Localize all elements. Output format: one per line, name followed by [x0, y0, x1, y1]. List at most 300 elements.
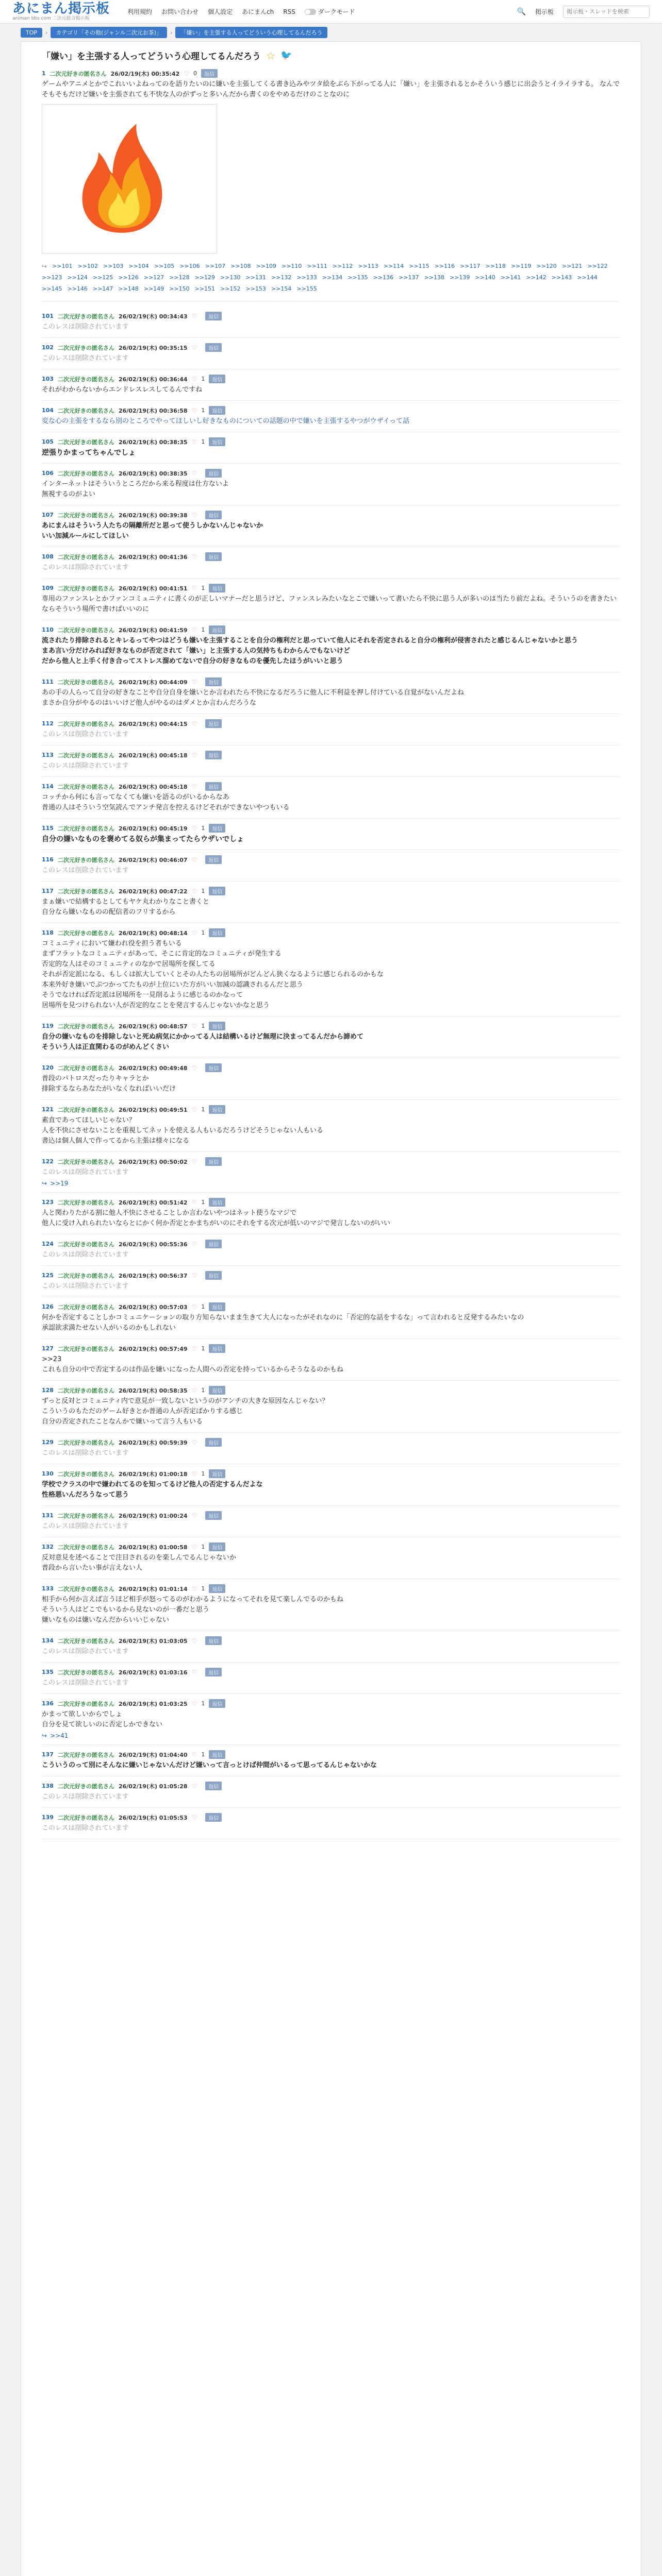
anchor-list [42, 262, 619, 301]
like-count: 1 [201, 1303, 205, 1310]
post-date: 26/02/19(木) 00:41:51 [118, 585, 188, 592]
heart-icon[interactable]: ♡ [191, 406, 197, 414]
reply-post [42, 819, 620, 850]
anchor-link[interactable]: >>122 [587, 263, 608, 269]
poster-name: 二次元好きの匿名さん [57, 1751, 114, 1758]
like-count: 1 [201, 1023, 205, 1029]
reply-button[interactable]: 返信 [205, 1813, 222, 1822]
anchor-link[interactable]: >>109 [256, 263, 276, 269]
anchor-link[interactable]: >>153 [245, 285, 266, 292]
post-number[interactable]: 103 [42, 376, 54, 382]
anchor-link[interactable]: >>105 [154, 263, 175, 269]
post-number[interactable]: 134 [42, 1637, 54, 1644]
reply-arrow-icon: ↪ [42, 1732, 47, 1739]
anchor-link[interactable]: >>113 [358, 263, 378, 269]
quote-text[interactable]: >>41 [50, 1732, 69, 1739]
post-meta [42, 552, 620, 561]
search-icon[interactable]: 🔍 [517, 7, 526, 16]
reply-post [42, 464, 620, 505]
anchor-link[interactable]: >>128 [169, 274, 190, 281]
post-number[interactable]: 123 [42, 1199, 54, 1206]
reply-button[interactable]: 返信 [205, 1438, 222, 1447]
reply-button[interactable]: 返信 [205, 312, 222, 320]
poster-name: 二次元好きの匿名さん [57, 1064, 114, 1072]
post-number[interactable]: 115 [42, 825, 54, 832]
post-number[interactable]: 122 [42, 1158, 54, 1165]
post-number[interactable]: 109 [42, 585, 54, 591]
reply-button[interactable]: 返信 [205, 1240, 222, 1248]
twitter-icon[interactable]: 🐦 [280, 50, 292, 61]
reply-post [42, 923, 620, 1016]
reply-body: 普段のパトロスだったりキャラとか 排除するならあなたがいなくなればいいだけ [42, 1075, 176, 1093]
anchor-link[interactable]: >>142 [526, 274, 547, 281]
reply-body: 逆張りかまってちゃんでしょ [42, 449, 136, 457]
heart-icon[interactable]: ♡ [191, 1543, 197, 1551]
reply-button[interactable]: 返信 [209, 375, 225, 383]
reply-button[interactable]: 返信 [205, 511, 222, 519]
heart-icon[interactable]: ♡ [191, 1700, 197, 1707]
reply-button[interactable]: 返信 [205, 719, 222, 728]
post-number[interactable]: 108 [42, 553, 54, 560]
heart-icon[interactable]: ♡ [191, 438, 197, 446]
anchor-link[interactable]: >>133 [296, 274, 317, 281]
logo-text[interactable]: あにまん掲示板 [12, 1, 110, 16]
site-logo[interactable] [12, 2, 110, 21]
breadcrumb-category[interactable]: カテゴリ「その他(ジャンル二次元お茶)」 [51, 27, 167, 38]
toggle-switch-icon[interactable] [305, 9, 316, 15]
reply-post [42, 1234, 620, 1266]
heart-icon[interactable]: ♡ [191, 783, 197, 790]
heart-icon[interactable]: ♡ [191, 584, 197, 592]
reply-button[interactable]: 返信 [209, 1302, 225, 1311]
post-number[interactable]: 131 [42, 1512, 54, 1519]
anchor-link[interactable]: >>114 [383, 263, 404, 269]
anchor-link[interactable]: >>149 [143, 285, 164, 292]
reply-button[interactable]: 返信 [205, 1271, 222, 1280]
post-number[interactable]: 101 [42, 313, 54, 319]
post-meta [42, 1386, 620, 1395]
anchor-link[interactable]: >>143 [551, 274, 572, 281]
post-meta [42, 1198, 620, 1207]
search-scope-select[interactable]: 掲示板 [535, 8, 554, 15]
heart-icon[interactable]: ♡ [191, 751, 197, 759]
like-count: 1 [201, 1345, 205, 1352]
post-meta [42, 751, 620, 759]
reply-body: 相手から何か言えば言うほど相手が怒ってるのがわかるようになってそれを見て楽しんでるのかもね そういう人はどこでもいるから見ないのが一番だと思う 嫌いなものは嫌いなんだからいいじゃない [42, 1596, 344, 1624]
post-number[interactable]: 119 [42, 1023, 54, 1029]
poster-name: 二次元好きの匿名さん [57, 344, 114, 351]
anchor-link[interactable]: >>145 [42, 285, 62, 292]
post-number[interactable]: 135 [42, 1669, 54, 1675]
anchor-link[interactable]: >>152 [220, 285, 241, 292]
heart-icon[interactable]: ♡ [191, 1022, 197, 1030]
quote-link[interactable] [42, 1732, 620, 1739]
post-date: 26/02/19(木) 01:03:05 [118, 1637, 188, 1645]
anchor-link[interactable]: >>108 [230, 263, 251, 269]
anchor-link[interactable]: >>146 [67, 285, 88, 292]
reply-button[interactable]: 返信 [201, 69, 218, 78]
anchor-link[interactable]: >>131 [245, 274, 266, 281]
reply-button[interactable]: 返信 [205, 469, 222, 478]
post-number[interactable]: 110 [42, 626, 54, 633]
reply-button[interactable]: 返信 [205, 1511, 222, 1520]
reply-button[interactable]: 返信 [209, 1543, 225, 1551]
post-meta [42, 437, 620, 446]
anchor-link[interactable]: >>135 [347, 274, 368, 281]
heart-icon[interactable]: ♡ [191, 1158, 197, 1165]
post-number[interactable]: 121 [42, 1106, 54, 1113]
anchor-link[interactable]: >>126 [118, 274, 139, 281]
anchor-link[interactable]: >>125 [92, 274, 113, 281]
heart-icon[interactable]: ♡ [184, 70, 189, 77]
heart-icon[interactable]: ♡ [191, 375, 197, 383]
anchor-link[interactable]: >>119 [510, 263, 532, 269]
reply-button[interactable]: 返信 [205, 782, 222, 791]
reply-post [42, 672, 620, 714]
post-number[interactable]: 105 [42, 438, 54, 445]
post-date: 26/02/19(木) 00:45:18 [118, 752, 188, 759]
reply-body: >>23 これも自分の中で否定するのは作品を嫌いになった人間への否定を持っているからそうなるのかもね [42, 1355, 344, 1374]
quote-text[interactable]: >>19 [50, 1180, 69, 1187]
poster-name: 二次元好きの匿名さん [57, 825, 114, 832]
post-number[interactable]: 102 [42, 344, 54, 351]
heart-icon[interactable]: ♡ [191, 1106, 197, 1113]
heart-icon[interactable]: ♡ [191, 469, 197, 477]
nav-terms[interactable]: 利用規約 [127, 8, 153, 15]
post-number[interactable]: 116 [42, 856, 54, 863]
reply-body: 変な心の主張をするなら別のところでやってほしいし好きなものについての話題の中で嫌いを主張するやつがウザイって話 [42, 417, 410, 425]
reply-body: 自分の嫌いなものを排除しないと死ぬ病気にかかってる人は結構いるけど無理に決まってるんだから諦めて そういう人は正直関わるのがめんどくさい [42, 1033, 364, 1051]
heart-icon[interactable]: ♡ [191, 553, 197, 561]
reply-list [42, 307, 620, 1839]
reply-post [42, 1193, 620, 1234]
site-header [0, 0, 662, 24]
post-meta [42, 584, 620, 592]
post-number[interactable]: 111 [42, 679, 54, 685]
anchor-link[interactable]: >>155 [296, 285, 317, 292]
heart-icon[interactable]: ♡ [191, 1303, 197, 1311]
heart-icon[interactable]: ♡ [191, 1064, 197, 1072]
anchor-link[interactable]: >>134 [322, 274, 343, 281]
reply-button[interactable]: 返信 [209, 1105, 225, 1114]
deleted-notice: このレスは削除されています [42, 1648, 129, 1655]
reply-button[interactable]: 返信 [209, 1344, 225, 1353]
anchor-link[interactable]: >>121 [561, 263, 583, 269]
like-count: 1 [201, 1585, 205, 1592]
reply-button[interactable]: 返信 [205, 1063, 222, 1072]
poster-name: 二次元好きの匿名さん [57, 1814, 114, 1821]
anchor-link[interactable]: >>117 [460, 263, 481, 269]
heart-icon[interactable]: ♡ [191, 1240, 197, 1248]
like-count: 1 [201, 376, 205, 382]
anchor-link[interactable]: >>154 [271, 285, 292, 292]
anchor-link[interactable]: >>107 [205, 263, 226, 269]
reply-button[interactable]: 返信 [205, 1636, 222, 1645]
heart-icon[interactable]: ♡ [191, 720, 197, 727]
reply-button[interactable]: 返信 [205, 1668, 222, 1676]
post-meta [42, 406, 620, 415]
deleted-notice: このレスは削除されています [42, 762, 129, 770]
reply-button[interactable]: 返信 [209, 928, 225, 937]
anchor-link[interactable]: >>148 [118, 285, 139, 292]
page-title [42, 49, 620, 62]
post-date: 26/02/19(木) 00:39:38 [118, 512, 188, 519]
post-number[interactable]: 112 [42, 720, 54, 727]
post-number[interactable]: 106 [42, 470, 54, 477]
search-input[interactable] [563, 6, 650, 18]
anchor-link[interactable]: >>144 [577, 274, 598, 281]
post-meta [42, 625, 620, 634]
reply-body: 反対意見を述べることで注目されるのを楽しんでるんじゃないか 普段から言いたい事が言えない人 [42, 1554, 237, 1572]
reply-button[interactable]: 返信 [205, 677, 222, 686]
post-number[interactable]: 120 [42, 1064, 54, 1071]
like-count: 1 [201, 1544, 205, 1550]
post-number[interactable]: 139 [42, 1814, 54, 1821]
heart-icon[interactable]: ♡ [191, 824, 197, 832]
reply-button[interactable]: 返信 [205, 751, 222, 759]
nav-animanch[interactable]: あにまんch [242, 8, 274, 15]
anchor-link[interactable]: >>130 [220, 274, 241, 281]
post-meta [42, 1511, 620, 1520]
poster-name: 二次元好きの匿名さん [57, 783, 114, 790]
post-date: 26/02/19(木) 01:03:25 [118, 1700, 188, 1707]
like-count: 1 [201, 888, 205, 894]
heart-icon[interactable]: ♡ [191, 1272, 197, 1279]
reply-button[interactable]: 返信 [209, 1198, 225, 1207]
anchor-link[interactable]: >>139 [450, 274, 470, 281]
quote-link[interactable] [42, 1180, 620, 1187]
anchor-link[interactable]: >>151 [194, 285, 216, 292]
post-meta [42, 1668, 620, 1676]
dark-mode-toggle[interactable] [305, 7, 355, 16]
nav-contact[interactable]: お問い合わせ [161, 8, 199, 15]
anchor-link[interactable]: >>137 [399, 274, 419, 281]
post-number[interactable]: 132 [42, 1544, 54, 1550]
reply-button[interactable]: 返信 [205, 552, 222, 561]
anchor-link[interactable]: >>116 [434, 263, 455, 269]
reply-button[interactable]: 返信 [209, 406, 225, 415]
heart-icon[interactable]: ♡ [191, 626, 197, 634]
thread-title-text: 「嫌い」を主張する人ってどういう心理してるんだろう [42, 52, 261, 62]
anchor-link[interactable]: >>124 [67, 274, 88, 281]
post-number[interactable]: 104 [42, 407, 54, 414]
reply-button[interactable]: 返信 [209, 1584, 225, 1593]
post-number[interactable]: 138 [42, 1783, 54, 1789]
poster-name: 二次元好きの匿名さん [57, 585, 114, 592]
reply-post [42, 745, 620, 777]
anchor-link[interactable]: >>101 [52, 263, 73, 269]
anchor-link[interactable]: >>140 [475, 274, 495, 281]
reply-button[interactable]: 返信 [205, 1157, 222, 1166]
reply-post [42, 1381, 620, 1433]
reply-post [42, 1058, 620, 1100]
heart-icon[interactable]: ♡ [191, 1751, 197, 1758]
post-date: 26/02/19(木) 00:58:35 [118, 1387, 188, 1394]
nav-settings[interactable]: 個人設定 [208, 8, 233, 15]
heart-icon[interactable]: ♡ [191, 929, 197, 937]
post-meta [42, 1022, 620, 1030]
post-meta [42, 677, 620, 686]
reply-button[interactable]: 返信 [205, 1782, 222, 1790]
anchor-link[interactable]: >>120 [536, 263, 557, 269]
poster-name: 二次元好きの匿名さん [57, 1106, 114, 1113]
anchor-link[interactable]: >>129 [194, 274, 216, 281]
anchor-link[interactable]: >>102 [77, 263, 98, 269]
flame-icon [63, 119, 181, 238]
post-meta [42, 887, 620, 895]
heart-icon[interactable]: ♡ [191, 1198, 197, 1206]
poster-name: 二次元好きの匿名さん [57, 438, 114, 446]
logo-subtitle: animan bbs.com 二次元総合掲示板 [12, 16, 90, 21]
reply-post [42, 1016, 620, 1058]
post-date: 26/02/19(木) 01:04:40 [118, 1751, 188, 1758]
post-date: 26/02/19(木) 00:55:36 [118, 1241, 188, 1248]
heart-icon[interactable]: ♡ [191, 312, 197, 320]
reply-post [42, 1631, 620, 1663]
post-number[interactable]: 124 [42, 1241, 54, 1247]
reply-button[interactable]: 返信 [209, 1022, 225, 1030]
anchor-link[interactable]: >>110 [282, 263, 302, 269]
reply-post [42, 1297, 620, 1339]
anchor-link[interactable]: >>127 [143, 274, 164, 281]
anchor-link[interactable]: >>150 [169, 285, 190, 292]
reply-post [42, 1663, 620, 1694]
anchor-link[interactable]: >>147 [92, 285, 113, 292]
heart-icon[interactable]: ♡ [191, 1814, 197, 1821]
reply-body: 人と関わりたがる割に他人不快にさせることしか言わないやつはネット使うなマジで 他人に受け入れられたいならとにかく何か否定とかまちがいのにそれをする次元が低いのマジで発言しないのがいい [42, 1209, 391, 1227]
post-meta [42, 1063, 620, 1072]
post-number[interactable]: 137 [42, 1751, 54, 1758]
poster-name: 二次元好きの匿名さん [57, 407, 114, 414]
post-meta [42, 1543, 620, 1551]
heart-icon[interactable]: ♡ [191, 1345, 197, 1352]
post-number[interactable]: 130 [42, 1470, 54, 1477]
reply-arrow-icon: ↪ [42, 263, 47, 270]
heart-icon[interactable]: ♡ [191, 1438, 197, 1446]
post-number[interactable]: 117 [42, 888, 54, 894]
post-number[interactable]: 126 [42, 1303, 54, 1310]
poster-name: 二次元好きの匿名さん [57, 1387, 114, 1394]
anchor-link[interactable]: >>106 [179, 263, 200, 269]
post-meta [42, 343, 620, 352]
post-meta [42, 855, 620, 864]
anchor-link[interactable]: >>118 [485, 263, 506, 269]
reply-button[interactable]: 返信 [209, 824, 225, 833]
reply-body: あにまんはそういう人たちの隔離所だと思って使うしかないんじゃないか いい加減ルールにしてほしい [42, 522, 263, 540]
heart-icon[interactable]: ♡ [191, 344, 197, 351]
post-number[interactable]: 128 [42, 1387, 54, 1394]
heart-icon[interactable]: ♡ [191, 1637, 197, 1645]
reply-button[interactable]: 返信 [209, 1386, 225, 1395]
post-number[interactable]: 125 [42, 1272, 54, 1279]
heart-icon[interactable]: ♡ [191, 511, 197, 519]
reply-button[interactable]: 返信 [209, 584, 225, 592]
anchor-link[interactable]: >>141 [500, 274, 521, 281]
reply-body: コミュニティにおいて嫌われ役を担う者もいる まずフラットなコミュニティがあって、そこに肯定的なコミュニティが発生する 否定的な人はそのコミュニティのなかで居場所を探してる それが否定派になる、もしくは拡大していくとその人たちの居場所がどんどん狭くなるように感じられるのかもな 本来外好き嫌いでぶつかってたものが上位にいた方がいい加減の認識されるんだと思う そうでなければ否定派は居場所を一見削るように感じるのかなって 居場所を見つけられない人が否定的なことを発言するんじゃないかなと思う [42, 940, 384, 1009]
op-image[interactable] [42, 104, 217, 253]
heart-icon[interactable]: ♡ [191, 887, 197, 895]
anchor-link[interactable]: >>112 [332, 263, 353, 269]
reply-button[interactable]: 返信 [209, 625, 225, 634]
reply-button[interactable]: 返信 [205, 855, 222, 864]
reply-post [42, 714, 620, 745]
anchor-link[interactable]: >>138 [424, 274, 444, 281]
star-icon[interactable]: ☆ [266, 49, 275, 62]
anchor-link[interactable]: >>136 [373, 274, 394, 281]
post-number[interactable]: 133 [42, 1585, 54, 1592]
reply-body: 自分の嫌いなものを褒めてる奴らが集まってたらウザいでしょ [42, 835, 244, 843]
reply-button[interactable]: 返信 [209, 887, 225, 895]
post-number[interactable]: 127 [42, 1345, 54, 1352]
post-date: 26/02/19(木) 00:38:35 [118, 470, 188, 477]
reply-post [42, 369, 620, 401]
post-number[interactable]: 107 [42, 512, 54, 518]
reply-body: コッチから何にも言ってなくても嫌いを語るのがいるからなあ 普通の人はそういう空気読んでアンチ発言を控えるけどそれができないやつもいる [42, 793, 290, 811]
post-number[interactable]: 113 [42, 752, 54, 758]
post-meta [42, 469, 620, 478]
like-count: 1 [201, 1387, 205, 1394]
post-meta [42, 782, 620, 791]
heart-icon[interactable]: ♡ [191, 1386, 197, 1394]
reply-button[interactable]: 返信 [205, 343, 222, 352]
poster-name: 二次元好きの匿名さん [49, 70, 107, 77]
post-date: 26/02/19(木) 01:01:14 [118, 1585, 188, 1592]
post-meta [42, 1469, 620, 1478]
heart-icon[interactable]: ♡ [191, 856, 197, 863]
post-number[interactable]: 114 [42, 783, 54, 790]
anchor-link[interactable]: >>103 [103, 263, 124, 269]
reply-button[interactable]: 返信 [209, 1699, 225, 1708]
reply-button[interactable]: 返信 [209, 1469, 225, 1478]
anchor-link[interactable]: >>104 [128, 263, 149, 269]
heart-icon[interactable]: ♡ [191, 1470, 197, 1478]
poster-name: 二次元好きの匿名さん [57, 1345, 114, 1352]
post-number[interactable]: 136 [42, 1700, 54, 1707]
reply-post [42, 882, 620, 923]
post-date: 26/02/19(木) 00:57:03 [118, 1303, 188, 1311]
post-number[interactable]: 118 [42, 929, 54, 936]
anchor-link[interactable]: >>115 [409, 263, 429, 269]
anchor-link[interactable]: >>123 [42, 274, 62, 281]
nav-rss[interactable]: RSS [283, 8, 295, 15]
heart-icon[interactable]: ♡ [191, 1782, 197, 1790]
poster-name: 二次元好きの匿名さん [57, 512, 114, 519]
reply-button[interactable]: 返信 [209, 437, 225, 446]
deleted-notice: このレスは削除されています [42, 1522, 129, 1530]
post-date: 26/02/19(木) 00:45:19 [118, 825, 188, 832]
deleted-notice: このレスは削除されています [42, 731, 129, 738]
poster-name: 二次元好きの匿名さん [57, 720, 114, 727]
breadcrumb-thread[interactable]: 「嫌い」を主張する人ってどういう心理してるんだろう [175, 27, 327, 38]
post-number[interactable]: 1 [42, 70, 46, 77]
poster-name: 二次元好きの匿名さん [57, 376, 114, 383]
reply-button[interactable]: 返信 [209, 1750, 225, 1759]
heart-icon[interactable]: ♡ [191, 1512, 197, 1519]
poster-name: 二次元好きの匿名さん [57, 1158, 114, 1165]
breadcrumb-top[interactable]: TOP [21, 28, 42, 38]
post-number[interactable]: 129 [42, 1439, 54, 1446]
dark-mode-label: ダークモード [318, 8, 355, 15]
heart-icon[interactable]: ♡ [191, 678, 197, 686]
heart-icon[interactable]: ♡ [191, 1585, 197, 1592]
anchor-link[interactable]: >>132 [271, 274, 292, 281]
anchor-link[interactable]: >>111 [307, 263, 327, 269]
post-date: 26/02/19(木) 00:34:43 [118, 313, 188, 320]
reply-post [42, 1339, 620, 1381]
heart-icon[interactable]: ♡ [191, 1668, 197, 1676]
like-count: 1 [201, 1700, 205, 1707]
reply-post [42, 579, 620, 620]
